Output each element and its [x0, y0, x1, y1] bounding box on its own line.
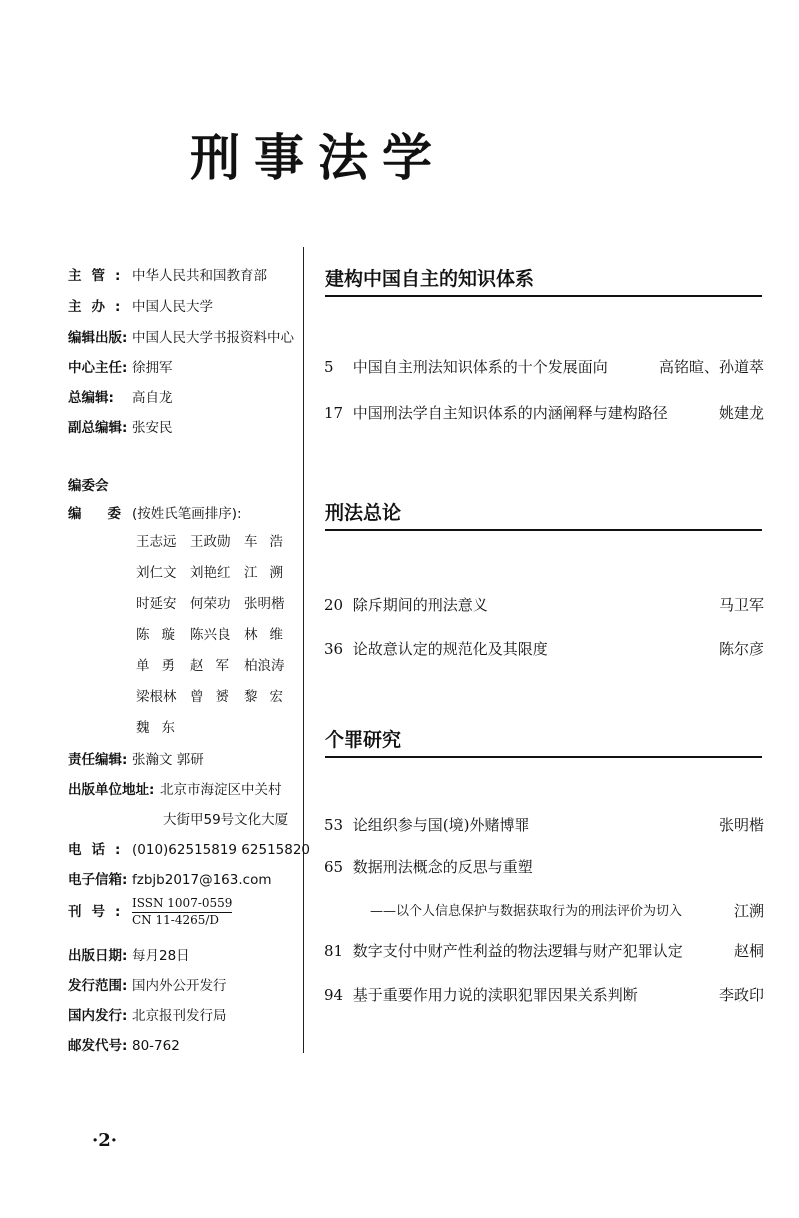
toc-subtitle: ——以个人信息保护与数据获取行为的刑法评价为切入 江溯	[370, 902, 764, 920]
toc-title: 数据刑法概念的反思与重塑	[352, 858, 533, 876]
toc-entry: 20 除斥期间的刑法意义 马卫军	[324, 596, 764, 614]
committee-member: 江溯	[244, 565, 295, 581]
toc-entry: 81 数字支付中财产性利益的物法逻辑与财产犯罪认定 赵桐	[324, 942, 764, 960]
toc-title: 论组织参与国(境)外赌博罪	[352, 816, 530, 834]
masthead-sponsor: 主办: 中国人民大学	[68, 299, 213, 315]
committee-heading: 编委会	[68, 478, 109, 494]
page-number: ·2·	[92, 1130, 118, 1151]
committee-member: 王志远	[136, 534, 177, 550]
committee-member: 何荣功	[190, 596, 231, 612]
column-divider	[303, 247, 304, 1053]
masthead-address-line2: 大街甲59号文化大厦	[163, 812, 289, 828]
masthead-chief-editor: 总编辑: 高自龙	[68, 390, 173, 406]
toc-author: 江溯	[733, 902, 764, 920]
masthead-director: 中心主任: 徐拥军	[68, 360, 173, 376]
toc-author: 马卫军	[718, 596, 764, 614]
toc-entry: 94 基于重要作用力说的渎职犯罪因果关系判断 李政印	[324, 986, 764, 1004]
masthead-domestic-distribution: 国内发行: 北京报刊发行局	[68, 1008, 227, 1024]
masthead-postal-code: 邮发代号: 80-762	[68, 1038, 180, 1054]
committee-member: 魏东	[136, 720, 187, 736]
toc-title: 数字支付中财产性利益的物法逻辑与财产犯罪认定	[352, 942, 683, 960]
masthead-phone: 电话: (010)62515819 62515820	[68, 842, 311, 858]
committee-member: 王政勋	[190, 534, 231, 550]
committee-member: 陈兴良	[190, 627, 231, 643]
committee-member: 刘艳红	[190, 565, 231, 581]
masthead-journal-number: 刊号: ISSN 1007-0559 CN 11-4265/D	[68, 896, 233, 927]
cn-number: CN 11-4265/D	[132, 913, 220, 927]
masthead-deputy-chief-editor: 副总编辑: 张安民	[68, 420, 173, 436]
section-heading: 刑法总论	[325, 498, 762, 531]
toc-entry: 53 论组织参与国(境)外赌博罪 张明楷	[324, 816, 764, 834]
committee-member: 时延安	[136, 596, 177, 612]
committee-member: 曾赟	[190, 689, 241, 705]
committee-member: 刘仁文	[136, 565, 177, 581]
committee-member: 单勇	[136, 658, 187, 674]
toc-title: 中国自主刑法知识体系的十个发展面向	[352, 358, 608, 376]
issn: ISSN 1007-0559	[132, 896, 232, 913]
masthead-pub-date: 出版日期: 每月28日	[68, 948, 190, 964]
toc-author: 高铭暄、孙道萃	[658, 358, 764, 376]
journal-title: 刑事法学	[190, 128, 446, 187]
toc-author: 陈尔彦	[718, 640, 764, 658]
toc-author: 张明楷	[718, 816, 764, 834]
toc-entry: 17 中国刑法学自主知识体系的内涵阐释与建构路径 姚建龙	[324, 404, 764, 422]
toc-author: 赵桐	[733, 942, 764, 960]
committee-member: 林维	[244, 627, 295, 643]
committee-member: 赵军	[190, 658, 241, 674]
toc-title: 论故意认定的规范化及其限度	[352, 640, 548, 658]
masthead-supervisor: 主管: 中华人民共和国教育部	[68, 268, 267, 284]
committee-member: 梁根林	[136, 689, 177, 705]
toc-title: 基于重要作用力说的渎职犯罪因果关系判断	[352, 986, 638, 1004]
committee-member: 黎宏	[244, 689, 295, 705]
committee-label-row: 编委(按姓氏笔画排序):	[68, 506, 242, 522]
masthead-email: 电子信箱: fzbjb2017@163.com	[68, 872, 272, 888]
masthead-responsible-editors: 责任编辑: 张瀚文 郭研	[68, 752, 204, 768]
toc-author: 姚建龙	[718, 404, 764, 422]
section-heading: 建构中国自主的知识体系	[325, 264, 762, 297]
committee-member: 陈璇	[136, 627, 187, 643]
committee-member: 车浩	[244, 534, 295, 550]
committee-member: 张明楷	[244, 596, 285, 612]
toc-title: 除斥期间的刑法意义	[352, 596, 488, 614]
masthead-address: 出版单位地址: 北京市海淀区中关村	[68, 782, 282, 798]
committee-member: 柏浪涛	[244, 658, 285, 674]
section-heading: 个罪研究	[325, 725, 762, 758]
toc-title: 中国刑法学自主知识体系的内涵阐释与建构路径	[352, 404, 668, 422]
toc-entry: 5 中国自主刑法知识体系的十个发展面向 高铭暄、孙道萃	[324, 358, 764, 376]
toc-author: 李政印	[718, 986, 764, 1004]
masthead-publisher: 编辑出版: 中国人民大学书报资料中心	[68, 330, 294, 346]
toc-entry: 36 论故意认定的规范化及其限度 陈尔彦	[324, 640, 764, 658]
toc-entry: 65 数据刑法概念的反思与重塑	[324, 858, 533, 876]
masthead-distribution-scope: 发行范围: 国内外公开发行	[68, 978, 227, 994]
